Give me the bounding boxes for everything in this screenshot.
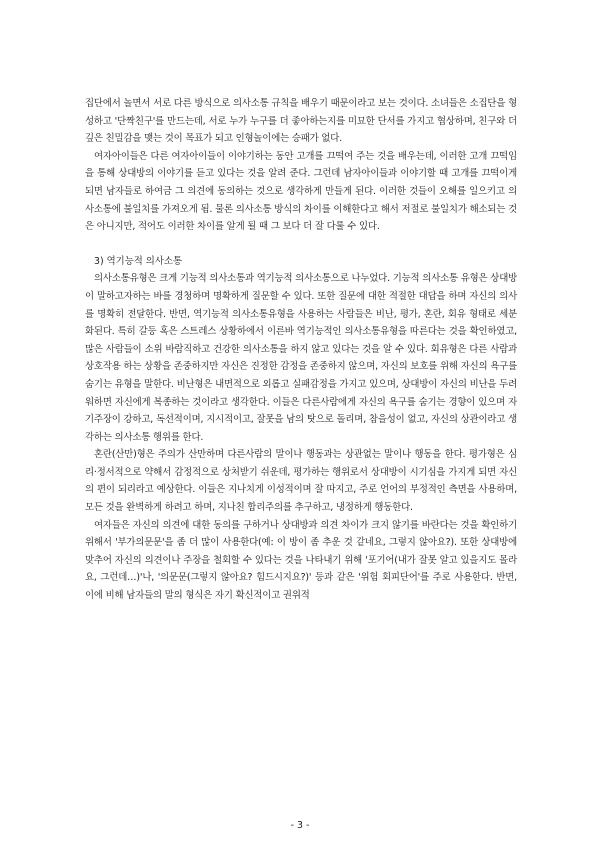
paragraph-communication-types: 의사소통유형은 크게 기능적 의사소통과 역기능적 의사소통으로 나누었다. 기능적 의사소통 유형은 상대방이 말하고자하는 바를 경청하며 명확하게 질문할 수 있다. 또한 질문에 대한 적절한 대답을 하며 자신의 의사를 명확히 전달한다. 반면, 역기능적 의사소통유형을 사용하는 사람들은 비난, 평가, 혼란, 회유 형태로 세분화된다. 특히 갈등 혹은 스트레스 상황하에서 이른바 역기능적인 의사소통유형을 따른다는 것을 확인하였고, 많은 사람들이 소위 바람직하고 건강한 의사소통을 하지 않고 있다는 것을 알 수 있다. 회유형은 다른 사람과 상호작용 하는 상황을 존중하지만 자신은 진정한 감정을 존중하지 않으며, 자신의 보호를 위해 자신의 욕구를 숨기는 유형을 말한다. 비난형은 내면적으로 외롭고 실패감정을 가지고 있으며, 상대방이 자신의 비난을 두려워하면 자신에게 복종하는 것이라고 생각한다. 이들은 다른사람에게 자신의 욕구를 숨기는 경향이 있으며 자기주장이 강하고, 독선적이며, 지시적이고, 잘못을 남의 탓으로 돌리며, 참을성이 없고, 자신의 상관이라고 생각하는 의사소통 행위를 한다. xyxy=(85,273,518,443)
paragraph-confusion-type: 혼란(산만)형은 주의가 산만하며 다른사람의 말이나 행동과는 상관없는 말이나 행동을 한다. 평가형은 심리·정서적으로 약해서 감정적으로 상처받기 쉬운데, 평가하는 행위로서 상대방이 시기심을 가지게 되면 자신의 편이 되리라고 예상한다. 이들은 지나치게 이성적이며 잘 따지고, 주로 언어의 부정적인 측면을 사용하며, 모든 것을 완벽하게 하려고 하며, 지나친 합리주의를 추구하고, 냉정하게 행동한다. xyxy=(85,449,517,514)
section-heading: 3) 역기능적 의사소통 xyxy=(94,255,183,267)
paragraph-continuation: 집단에서 놀면서 서로 다른 방식으로 의사소통 규칙을 배우기 때문이라고 보는 것이다. 소녀들은 소집단을 형성하고 '단짝친구'를 만드는데, 서로 누가 누구를 더 좋아하는지를 미묘한 단서를 가지고 협상하며, 친구와 더 깊은 친밀감을 맺는 것이 목표가 되고 인형놀이에는 승패가 없다. xyxy=(85,98,517,145)
paragraph-women-speech: 여자들은 자신의 의견에 대한 동의를 구하거나 상대방과 의견 차이가 크지 않기를 바란다는 것을 확인하기 위해서 '부가의문문'을 좀 더 많이 사용한다(예: 이 방이 좀 추운 것 같네요, 그렇지 않아요?). 또한 상대방에 맞추어 자신의 의견이나 주장을 철회할 수 있다는 것을 나타내기 위해 '포기어(내가 잘못 알고 있을지도 몰라요, 그런데…)'나, '의문문(그렇지 않아요? 힘드시지요?)' 등과 같은 '위험 회피단어'를 주로 사용한다. 반면, 이에 비해 남자들의 말의 형식은 자기 확신적이고 권위적 xyxy=(85,519,517,602)
paragraph-nodding: 여자아이들은 다른 여자아이들이 이야기하는 동안 고개를 끄떡여 주는 것을 배우는데, 이러한 고개 끄떡임을 통해 상대방의 이야기를 듣고 있다는 것을 알려 준다. 그런데 남자아이들과 이야기할 때 고개를 끄떡이게 되면 남자들로 하여금 그 의견에 동의하는 것으로 생각하게 만들게 된다. 이러한 것들이 오해를 일으키고 의사소통에 불일치를 가져오게 됨. 물론 의사소통 방식의 차이를 이해한다고 해서 저절로 불일치가 해소되는 것은 아니지만, 적어도 이러한 차이를 알게 될 때 그 보다 더 잘 다룰 수 있다. xyxy=(85,150,517,233)
body-text xyxy=(85,95,517,605)
section-spacer xyxy=(85,236,517,253)
page-number: - 3 - xyxy=(290,820,310,831)
